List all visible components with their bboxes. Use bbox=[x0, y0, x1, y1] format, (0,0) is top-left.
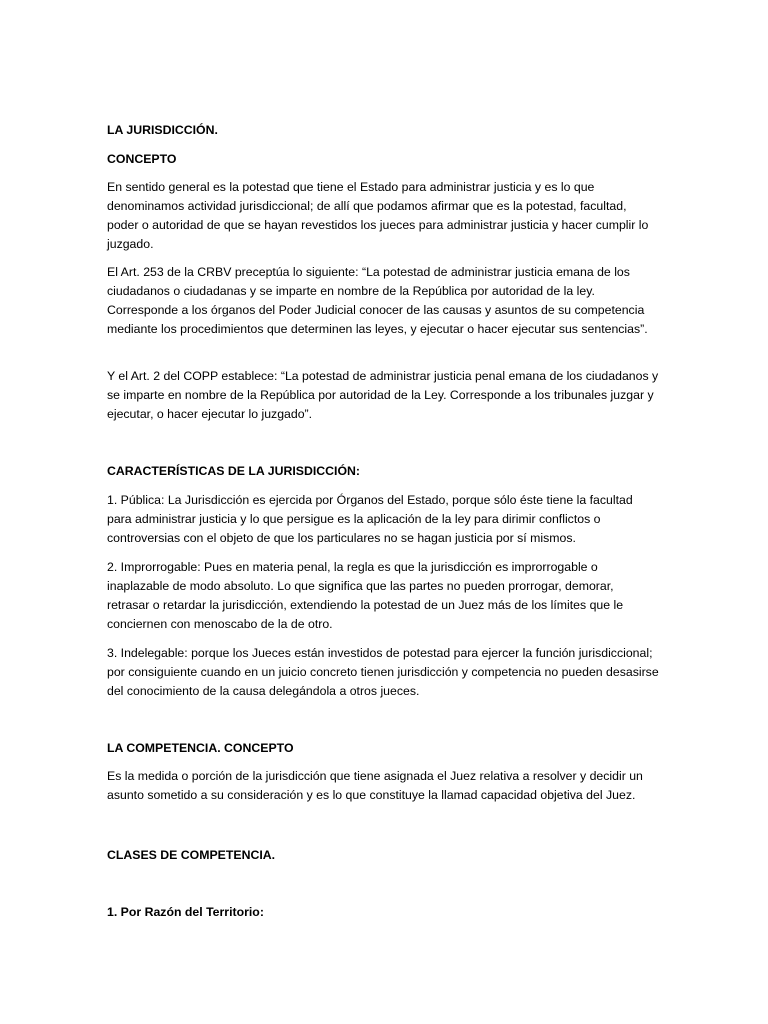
characteristics-heading: CARACTERÍSTICAS DE LA JURISDICCIÓN: bbox=[107, 464, 361, 478]
characteristic-indelegable: 3. Indelegable: porque los Jueces están investidos de potestad para ejercer la función jurisdiccional; por consiguiente cuando en un juicio concreto tienen jurisdicción y competencia no pueden desasirse del conocimiento de la causa delegándola a otros jueces. bbox=[107, 646, 659, 698]
concept-heading: CONCEPTO bbox=[107, 152, 177, 166]
document-title: LA JURISDICCIÓN. bbox=[107, 123, 218, 137]
class-territory: 1. Por Razón del Territorio: bbox=[107, 905, 264, 919]
characteristic-publica: 1. Pública: La Jurisdicción es ejercida por Órganos del Estado, porque sólo éste tiene la facultad para administrar justicia y lo que persigue es la aplicación de la ley para dirimir conflictos o controversias con el objeto de que los particulares no se hagan justicia por sí mismos. bbox=[107, 493, 633, 545]
paragraph-copp: Y el Art. 2 del COPP establece: “La potestad de administrar justicia penal emana de los ciudadanos y se imparte en nombre de la República por autoridad de la Ley. Corresponde a los tribunales juzgar y ejecutar, o hacer ejecutar lo juzgado”. bbox=[107, 369, 659, 421]
paragraph-crbv: El Art. 253 de la CRBV preceptúa lo siguiente: “La potestad de administrar justicia emana de los ciudadanos o ciudadanas y se imparte en nombre de la República por autoridad de la ley. Corresponde a los órganos del Poder Judicial conocer de las causas y asuntos de su competencia mediante los procedimientos que determinen las leyes, y ejecutar o hacer ejecutar sus sentencias”. bbox=[107, 265, 648, 336]
classes-heading: CLASES DE COMPETENCIA. bbox=[107, 848, 276, 862]
competence-heading: LA COMPETENCIA. CONCEPTO bbox=[107, 741, 294, 755]
characteristic-improrrogable: 2. Improrrogable: Pues en materia penal, la regla es que la jurisdicción es improrrogable o inaplazable de modo absoluto. Lo que significa que las partes no pueden prorrogar, demorar, retrasar o retardar la jurisdicción, extendiendo la potestad de un Juez más de los límites que le conciernen con menoscabo de la de otro. bbox=[107, 560, 624, 631]
paragraph-competence: Es la medida o porción de la jurisdicción que tiene asignada el Juez relativa a resolver y decidir un asunto sometido a su consideración y es lo que constituye la llamad capacidad objetiva del Juez. bbox=[107, 769, 643, 802]
paragraph-definition: En sentido general es la potestad que tiene el Estado para administrar justicia y es lo que denominamos actividad jurisdiccional; de allí que podamos afirmar que es la potestad, facultad, poder o autoridad de que se hayan revestidos los jueces para administrar justicia y hacer cumplir lo juzgado. bbox=[107, 180, 649, 251]
